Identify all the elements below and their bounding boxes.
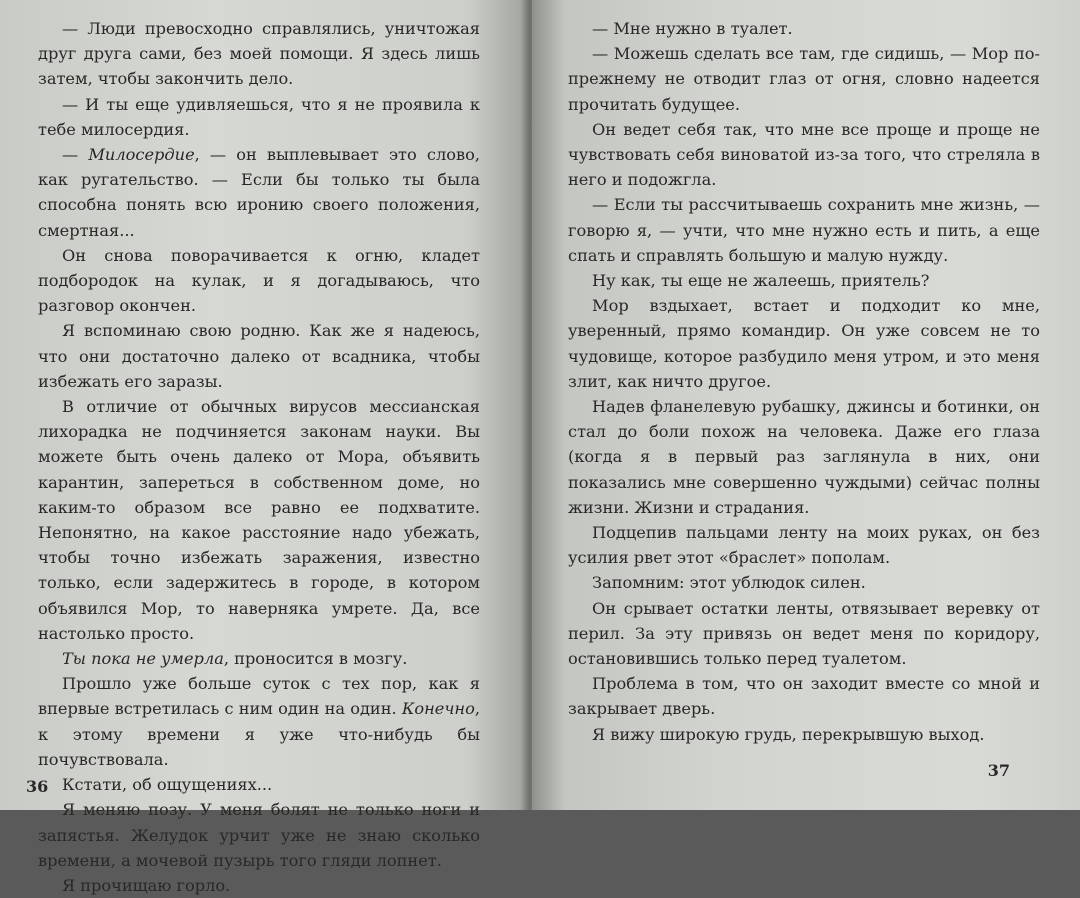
paragraph: Кстати, об ощущениях... bbox=[62, 775, 273, 795]
paragraph: Ты пока не умерла, проносится в мозгу. bbox=[62, 649, 408, 669]
paragraph: Я прочищаю горло. bbox=[62, 875, 231, 895]
paragraph: — Мне нужно в туалет. bbox=[592, 19, 793, 38]
left-page bbox=[0, 0, 530, 895]
paragraph: Надев фланелевую рубашку, джинсы и ботинки, он стал до боли похож на человека. Даже его глаза (когда я в первый раз заглянула в них, они показались мне совершенно чуждыми) сейчас полны жизни. Жизни и страдания. bbox=[568, 397, 1040, 517]
paragraph: Я меняю позу. У меня болят не только ноги и запястья. Желудок урчит уже не знаю сколько времени, а мочевой пузырь того гляди лопнет. bbox=[38, 800, 480, 870]
paragraph: — Милосердие, — он выплевывает это слово, как ругательство. — Если бы только ты была способна понять всю иронию своего положения, смертная... bbox=[38, 145, 480, 240]
paragraph: Ну как, ты еще не жалеешь, приятель? bbox=[592, 271, 930, 291]
paragraph: — И ты еще удивляешься, что я не проявила к тебе милосердия. bbox=[38, 94, 480, 139]
paragraph: Мор вздыхает, встает и подходит ко мне, уверенный, прямо командир. Он уже совсем не то чудовище, которое разбудило меня утром, и это меня злит, как ничто другое. bbox=[568, 296, 1040, 391]
paragraph: Он срывает остатки ленты, отвязывает веревку от перил. За эту привязь он ведет меня по коридору, остановившись только перед туалетом. bbox=[568, 598, 1040, 669]
paragraph: Он ведет себя так, что мне все проще и проще не чувствовать себя виноватой из-за того, что стреляла в него и подожгла. bbox=[568, 119, 1040, 190]
paragraph: В отличие от обычных вирусов мессианская лихорадка не подчиняется законам науки. Вы можете быть очень далеко от Мора, объявить карантин, запереться в собственном доме, но каким-то образом все равно ее подхватите. Непонятно, на какое расстояние надо убежать, чтобы точно избежать заражения, известно только, если задержитесь в городе, в котором объявился Мор, то наверняка умрете. Да, все настолько просто. bbox=[38, 397, 480, 643]
paragraph: — Если ты рассчитываешь сохранить мне жизнь, — говорю я, — учти, что мне нужно есть и пить, а еще спать и справлять большую и малую нужду. bbox=[568, 195, 1040, 265]
paragraph: Прошло уже больше суток с тех пор, как я впервые встретилась с ним один на один. Конечно, к этому времени я уже что-нибудь бы почувствовала. bbox=[38, 674, 480, 769]
paragraph: Я вспоминаю свою родню. Как же я надеюсь, что они достаточно далеко от всадника, чтобы избежать его заразы. bbox=[38, 321, 480, 391]
paragraph: Запомним: этот ублюдок силен. bbox=[592, 573, 866, 593]
paragraph: — Люди превосходно справлялись, уничтожая друг друга сами, без моей помощи. Я здесь лишь затем, чтобы закончить дело. bbox=[38, 19, 480, 89]
paragraph: Проблема в том, что он заходит вместе со мной и закрывает дверь. bbox=[568, 674, 1040, 719]
paragraph: — Можешь сделать все там, где сидишь, — Мор по-прежнему не отводит глаз от огня, словно надеется прочитать будущее. bbox=[568, 44, 1040, 114]
paragraph: Я вижу широкую грудь, перекрывшую выход. bbox=[592, 724, 985, 744]
paragraph: Подцепив пальцами ленту на моих руках, он без усилия рвет этот «браслет» пополам. bbox=[568, 523, 1040, 568]
page-number: 37 bbox=[987, 761, 1010, 780]
right-page bbox=[532, 0, 1080, 810]
page-number: 36 bbox=[26, 777, 49, 796]
paragraph: Он снова поворачивается к огню, кладет подбородок на кулак, и я догадываюсь, что разговор окончен. bbox=[38, 245, 480, 316]
